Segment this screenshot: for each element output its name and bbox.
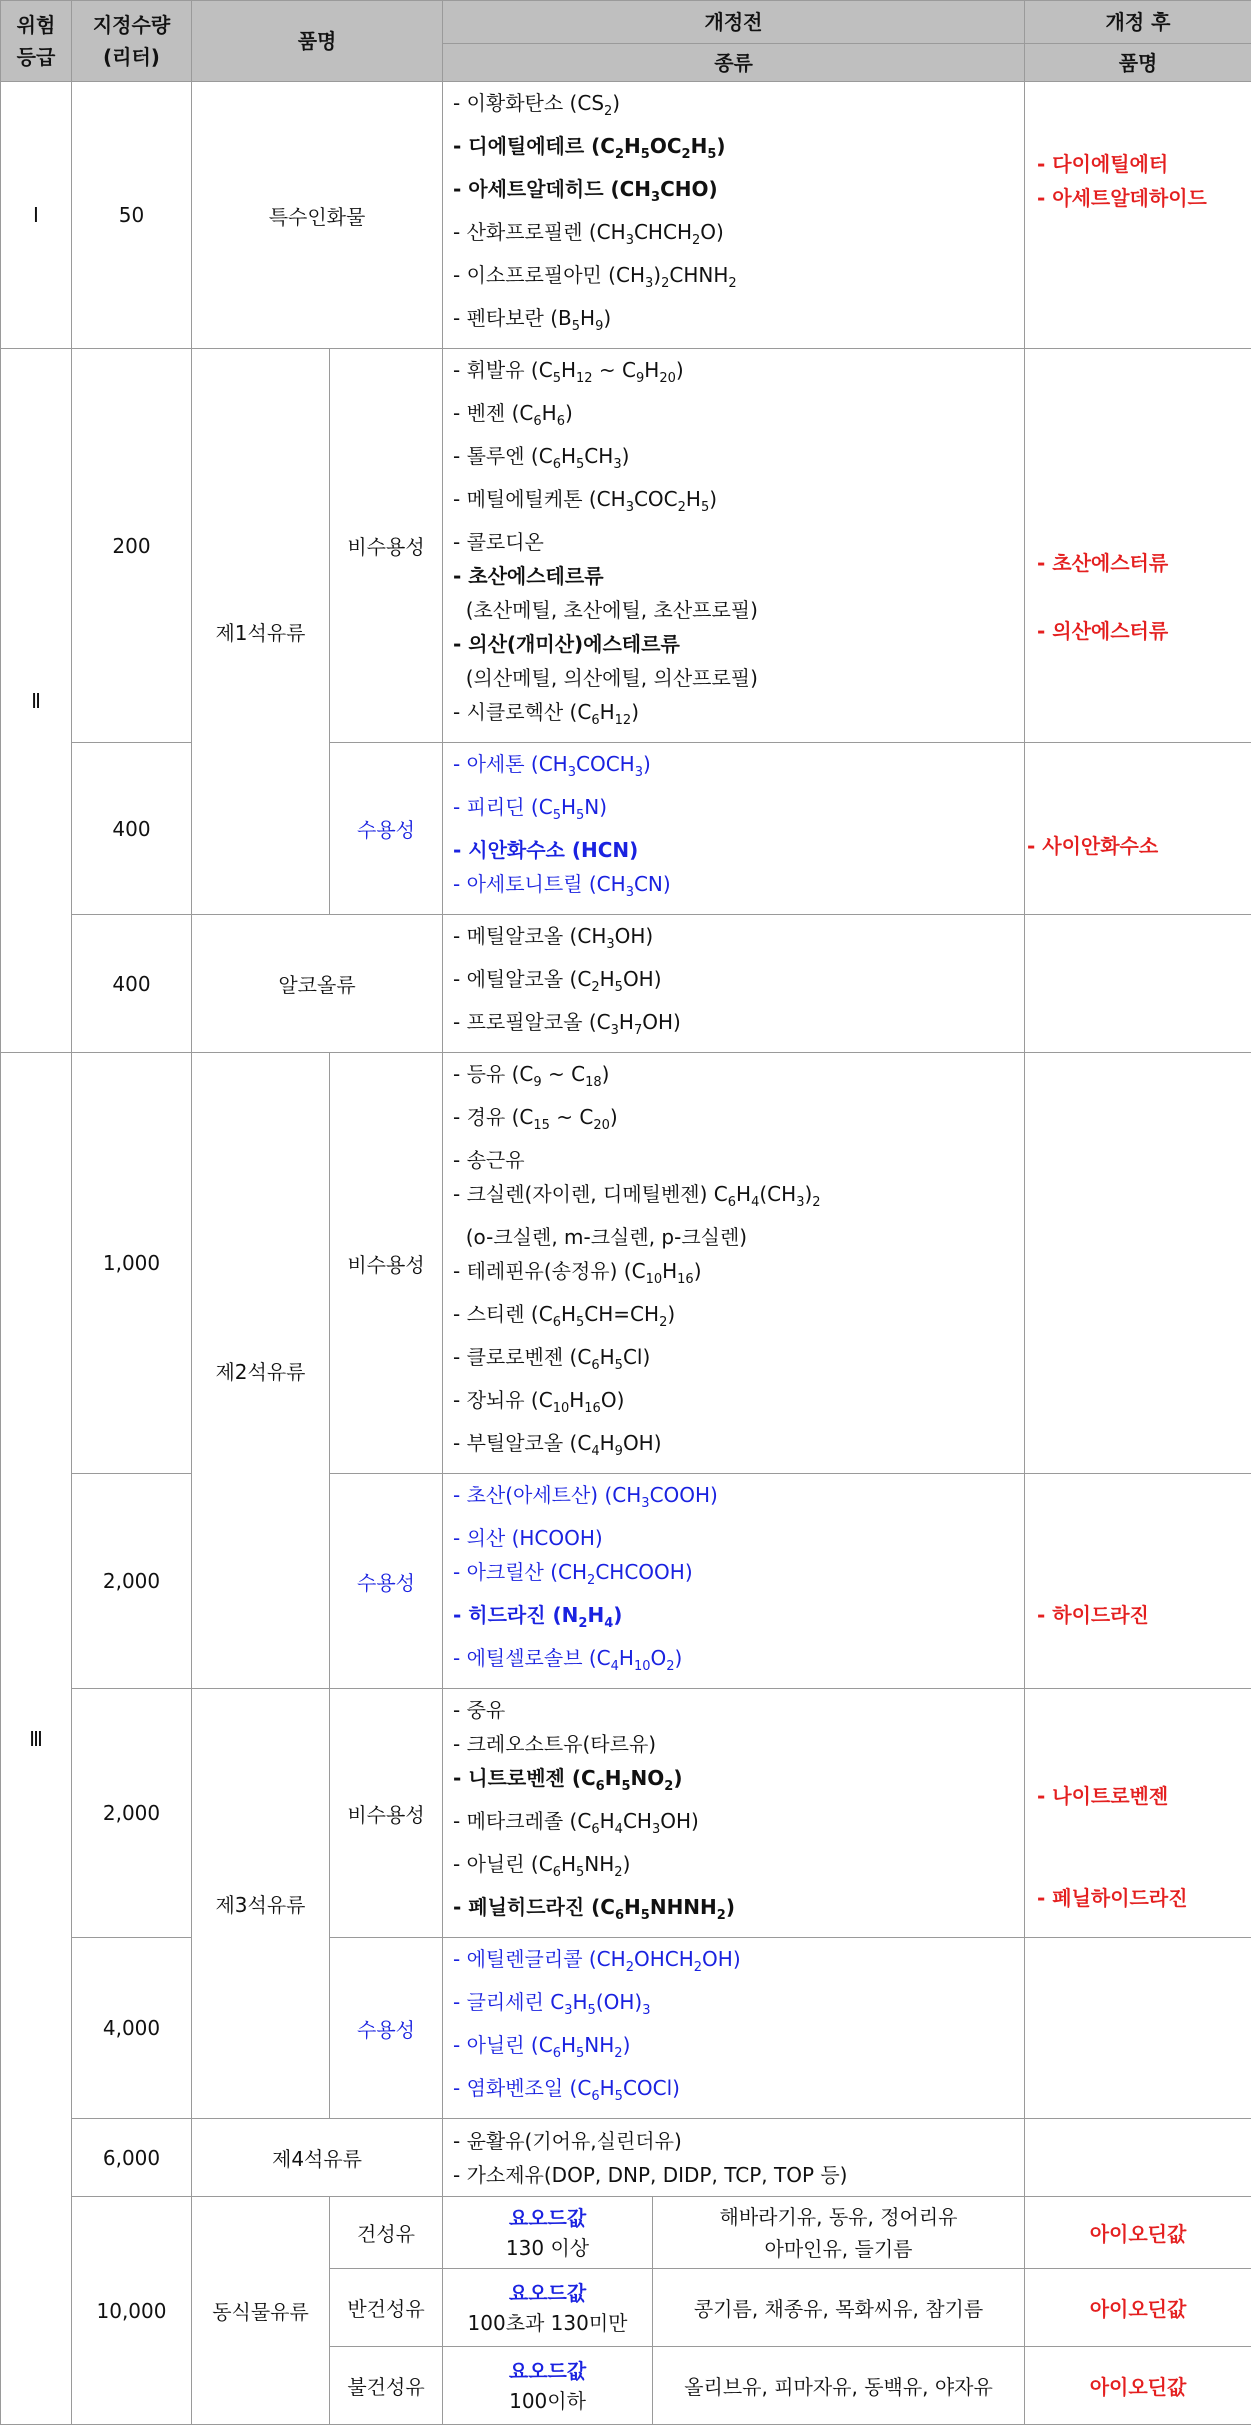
revised-item — [1037, 682, 1251, 716]
qty-cell: 1,000 — [72, 1053, 192, 1474]
item-list — [443, 2119, 1025, 2197]
item-list — [443, 1689, 1025, 1938]
list-item: - 에틸알코올 $(C_2H_5OH)$ — [453, 967, 662, 995]
list-item: - 프로필알코올 $(C_3H_7OH)$ — [453, 1010, 681, 1038]
list-item: - 의산 (HCOOH) — [453, 1526, 603, 1550]
revised-item — [1037, 1496, 1251, 1530]
revised-item — [1037, 1530, 1251, 1564]
revised-item — [1037, 580, 1251, 614]
subcategory-cell: 수용성 — [330, 1938, 443, 2119]
list-item: - 클로로벤젠 $(C_6H_5Cl)$ — [453, 1345, 651, 1373]
list-item: - 메틸에틸케톤 $(CH_3COC_2H_5)$ — [453, 487, 718, 515]
list-item: - 펜타보란 $(B_5H_9)$ — [453, 306, 612, 334]
revised-item — [1027, 863, 1251, 897]
revised-list — [1025, 1689, 1251, 1938]
list-item: - 아닐린 $(C_6H_5NH_2)$ — [453, 1852, 631, 1880]
list-item: - 아세트알데히드 $(CH_3CHO)$ — [453, 177, 718, 205]
iodine-label: 요오드값 — [508, 2280, 587, 2305]
revised-item — [1037, 283, 1251, 317]
list-item: - 글리세린 $C_3H_5(OH)_3$ — [453, 1990, 651, 2018]
item-list — [443, 82, 1025, 349]
list-item: - 휘발유 ($C_5H_{12}$ ~ $C_9H_{20}$) — [453, 358, 684, 386]
revised-item — [1027, 795, 1251, 829]
revised-item — [1037, 1813, 1251, 1847]
subcategory-cell: 수용성 — [330, 1474, 443, 1689]
qty-cell: 4,000 — [72, 1938, 192, 2119]
list-item: - 장뇌유 $(C_{10}H_{16}O)$ — [453, 1388, 625, 1416]
revised-item — [1037, 376, 1251, 410]
qty-cell: 2,000 — [72, 1689, 192, 1938]
list-item: - 송근유 — [453, 1148, 525, 1172]
subcategory-cell: 불건성유 — [330, 2347, 443, 2425]
revised-empty — [1025, 915, 1251, 1053]
item-list — [443, 349, 1025, 743]
revised-item: - 다이에틸에터 — [1037, 152, 1169, 176]
revised-list — [1025, 349, 1251, 743]
list-item: - 윤활유(기어유,실린더유) — [453, 2128, 682, 2153]
subcategory-cell: 반건성유 — [330, 2269, 443, 2347]
qty-cell: 400 — [72, 915, 192, 1053]
revised-item — [1037, 1745, 1251, 1779]
category-cell: 제1석유류 — [192, 349, 330, 915]
list-item: - 아세톤 $(CH_3COCH_3)$ — [453, 752, 651, 780]
col-qty-header: 지정수량 (리터) — [72, 1, 192, 82]
list-item: - 스티렌 $(C_6H_5CH=CH_2)$ — [453, 1302, 676, 1330]
list-item: - 시안화수소 (HCN) — [453, 838, 639, 862]
revised-label: 아이오딘값 — [1025, 2197, 1251, 2269]
list-item: - 등유 ($C_9$ ~ $C_{18}$) — [453, 1062, 610, 1090]
list-item: - 벤젠 $(C_6H_6)$ — [453, 401, 573, 429]
qty-cell: 6,000 — [72, 2119, 192, 2197]
revised-item: - 의산에스터류 — [1037, 618, 1169, 643]
list-item: - 히드라진 $(N_2H_4)$ — [453, 1603, 623, 1631]
item-list — [443, 1053, 1025, 1474]
category-cell: 알코올류 — [192, 915, 443, 1053]
revised-item: - 초산에스터류 — [1037, 550, 1169, 575]
list-item: - 디에틸에테르 $(C_2H_5OC_2H_5)$ — [453, 134, 726, 162]
revised-item — [1037, 648, 1251, 682]
col-before-header: 개정전 — [443, 1, 1025, 44]
iodine-label: 요오드값 — [508, 2205, 587, 2230]
iodine-range: 130 이상 — [505, 2235, 590, 2260]
col-grade-header: 위험 등급 — [1, 1, 72, 82]
revised-item — [1037, 1711, 1251, 1745]
list-item: - 가소제유(DOP, DNP, DIDP, TCP, TOP 등) — [453, 2162, 848, 2187]
col-kind-header: 종류 — [443, 44, 1025, 82]
list-item: - 니트로벤젠 $(C_6H_5NO_2)$ — [453, 1766, 683, 1794]
list-item: - 메틸알코올 $(CH_3OH)$ — [453, 924, 654, 952]
revised-list — [1025, 743, 1251, 915]
revised-empty — [1025, 1938, 1251, 2119]
revised-item — [1037, 1564, 1251, 1598]
category-cell: 특수인화물 — [192, 82, 443, 349]
subcategory-cell: 비수용성 — [330, 1053, 443, 1474]
revised-item — [1037, 215, 1251, 249]
list-item: - 초산에스테르류 — [453, 564, 604, 588]
list-item: - 페닐히드라진 $(C_6H_5NHNH_2)$ — [453, 1895, 735, 1923]
oil-list: 콩기름, 채종유, 목화씨유, 참기름 — [653, 2269, 1025, 2347]
list-item: (o-크실렌, m-크실렌, p-크실렌) — [453, 1225, 748, 1249]
list-item: - 부틸알코올 $(C_4H_9OH)$ — [453, 1431, 662, 1459]
revised-item — [1037, 249, 1251, 283]
list-item: - 경유 ($C_{15}$ ~ $C_{20}$) — [453, 1105, 618, 1133]
iodine-range: 100초과 130미만 — [467, 2310, 628, 2335]
list-item: - 시클로헥산 $(C_6H_{12})$ — [453, 700, 640, 728]
list-item: - 피리딘 $(C_5H_5N)$ — [453, 795, 608, 823]
list-item: - 이소프로필아민 $(CH_3)_2CHNH_2$ — [453, 263, 737, 291]
category-cell: 제3석유류 — [192, 1689, 330, 2119]
oil-list: 올리브유, 피마자유, 동백유, 야자유 — [653, 2347, 1025, 2425]
subcategory-cell: 수용성 — [330, 743, 443, 915]
category-cell: 제4석유류 — [192, 2119, 443, 2197]
col-after-name-header: 품명 — [1025, 44, 1251, 82]
list-item: - 아크릴산 $(CH_2CHCOOH)$ — [453, 1560, 693, 1588]
revised-item — [1027, 761, 1251, 795]
grade-cell: Ⅰ — [1, 82, 72, 349]
list-item: (의산메틸, 의산에틸, 의산프로필) — [453, 666, 758, 690]
revised-item — [1037, 113, 1251, 147]
qty-cell: 10,000 — [72, 2197, 192, 2425]
item-list — [443, 1474, 1025, 1689]
list-item: - 메타크레졸 $(C_6H_4CH_3OH)$ — [453, 1809, 699, 1837]
list-item: - 의산(개미산)에스테르류 — [453, 632, 680, 656]
iodine-cell — [443, 2269, 653, 2347]
revised-label: 아이오딘값 — [1025, 2347, 1251, 2425]
item-list — [443, 915, 1025, 1053]
revised-item: - 사이안화수소 — [1027, 833, 1159, 858]
item-list — [443, 743, 1025, 915]
list-item: - 아세토니트릴 $(CH_3CN)$ — [453, 872, 671, 900]
iodine-label: 요오드값 — [508, 2358, 587, 2383]
list-item: - 크실렌(자이렌, 디메틸벤젠) $C_6H_4(CH_3)_2$ — [453, 1182, 821, 1210]
list-item: - 콜로디온 — [453, 530, 544, 554]
list-item: - 산화프로필렌 $(CH_3CHCH_2O)$ — [453, 220, 724, 248]
qty-cell: 400 — [72, 743, 192, 915]
qty-cell: 200 — [72, 349, 192, 743]
subcategory-cell: 건성유 — [330, 2197, 443, 2269]
qty-cell: 50 — [72, 82, 192, 349]
oil-list: 해바라기유, 동유, 정어리유 아마인유, 들기름 — [653, 2197, 1025, 2269]
revised-item: - 하이드라진 — [1037, 1603, 1149, 1627]
qty-cell: 2,000 — [72, 1474, 192, 1689]
list-item: - 초산(아세트산) $(CH_3COOH)$ — [453, 1483, 718, 1511]
list-item: - 아닐린 $(C_6H_5NH_2)$ — [453, 2033, 631, 2061]
revised-item: - 나이트로벤젠 — [1037, 1784, 1169, 1808]
list-item: - 크레오소트유(타르유) — [453, 1732, 657, 1756]
revised-empty — [1025, 1053, 1251, 1474]
category-cell: 제2석유류 — [192, 1053, 330, 1689]
list-item: - 이황화탄소 $(CS_2)$ — [453, 91, 621, 119]
revised-list — [1025, 1474, 1251, 1689]
revised-item — [1037, 410, 1251, 444]
revised-item — [1037, 478, 1251, 512]
list-item: (초산메틸, 초산에틸, 초산프로필) — [453, 598, 758, 622]
grade-cell: Ⅲ — [1, 1053, 72, 2425]
revised-label: 아이오딘값 — [1025, 2269, 1251, 2347]
list-item: - 톨루엔 $(C_6H_5CH_3)$ — [453, 444, 630, 472]
revised-item — [1037, 1632, 1251, 1666]
item-list — [443, 1938, 1025, 2119]
revised-item — [1037, 1847, 1251, 1881]
iodine-cell — [443, 2197, 653, 2269]
category-cell: 동식물유류 — [192, 2197, 330, 2425]
revised-empty — [1025, 2119, 1251, 2197]
list-item: - 중유 — [453, 1698, 506, 1722]
subcategory-cell: 비수용성 — [330, 349, 443, 743]
list-item: - 에틸렌글리콜 $(CH_2OHCH_2OH)$ — [453, 1947, 741, 1975]
revised-item: - 아세트알데하이드 — [1037, 186, 1207, 210]
iodine-cell — [443, 2347, 653, 2425]
col-after-header: 개정 후 — [1025, 1, 1251, 44]
col-name-header: 품명 — [192, 1, 443, 82]
revised-item: - 페닐하이드라진 — [1037, 1886, 1188, 1910]
iodine-range: 100이하 — [509, 2388, 586, 2413]
subcategory-cell: 비수용성 — [330, 1689, 443, 1938]
revised-item — [1037, 444, 1251, 478]
revised-item — [1037, 512, 1251, 546]
list-item: - 에틸셀로솔브 $(C_4H_{10}O_2)$ — [453, 1646, 683, 1674]
list-item: - 테레핀유(송정유) $(C_{10}H_{16})$ — [453, 1259, 702, 1287]
revised-list — [1025, 82, 1251, 349]
grade-cell: Ⅱ — [1, 349, 72, 1053]
list-item: - 염화벤조일 $(C_6H_5COCl)$ — [453, 2076, 680, 2104]
